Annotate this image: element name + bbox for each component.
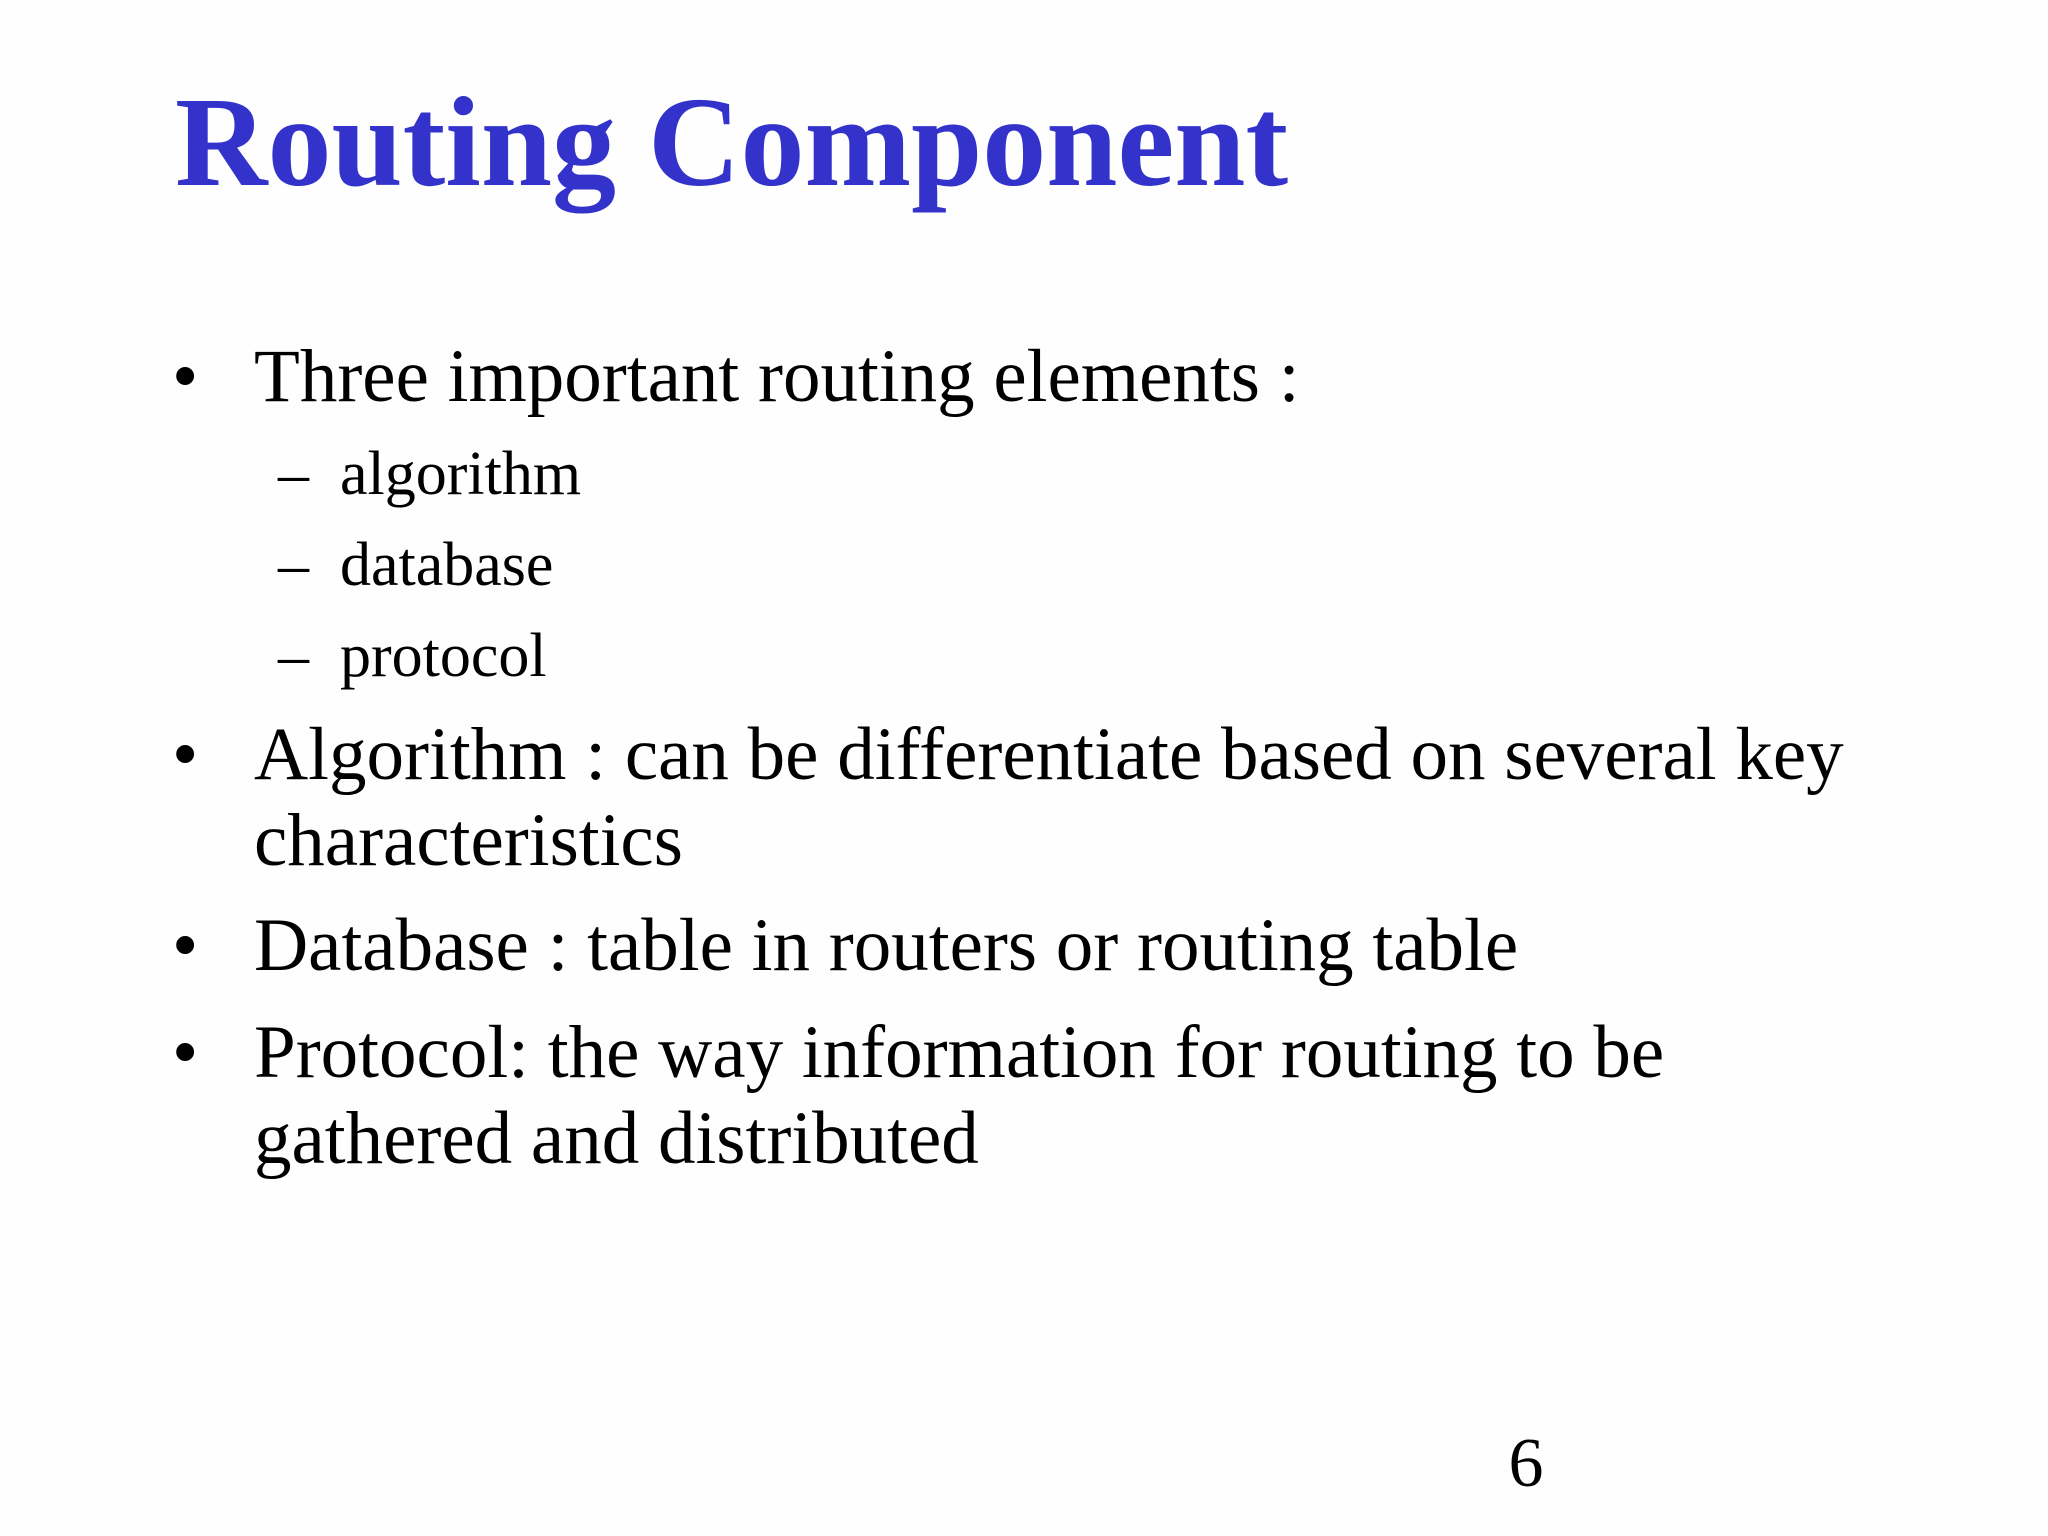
slide-title: Routing Component (175, 71, 1289, 213)
sub-bullet-text: database (340, 531, 554, 599)
bullet-item (172, 712, 1892, 884)
sub-bullet-symbol: – (278, 531, 309, 599)
bullet-item (172, 903, 1892, 989)
bullet-text: Algorithm : can be differentiate based on several key characteristics (254, 713, 1844, 882)
bullet-text: Protocol: the way information for routing to be gathered and distributed (254, 1011, 1665, 1180)
sub-bullet-text: algorithm (340, 440, 582, 508)
sub-bullet-symbol: – (278, 440, 309, 508)
bullet-item (172, 1010, 1892, 1182)
bullet-text: Three important routing elements : (254, 335, 1300, 418)
page-number: 6 (1508, 1425, 1544, 1502)
bullet-symbol: • (172, 904, 199, 987)
sub-bullet-symbol: – (278, 622, 309, 690)
bullet-symbol: • (172, 713, 199, 796)
sub-bullet-item (278, 620, 547, 692)
bullet-symbol: • (172, 1011, 199, 1094)
sub-bullet-item (278, 529, 553, 601)
sub-bullet-text: protocol (340, 622, 547, 690)
bullet-symbol: • (172, 335, 199, 418)
bullet-text: Database : table in routers or routing table (254, 904, 1519, 987)
bullet-item (172, 334, 1892, 420)
sub-bullet-item (278, 438, 581, 510)
